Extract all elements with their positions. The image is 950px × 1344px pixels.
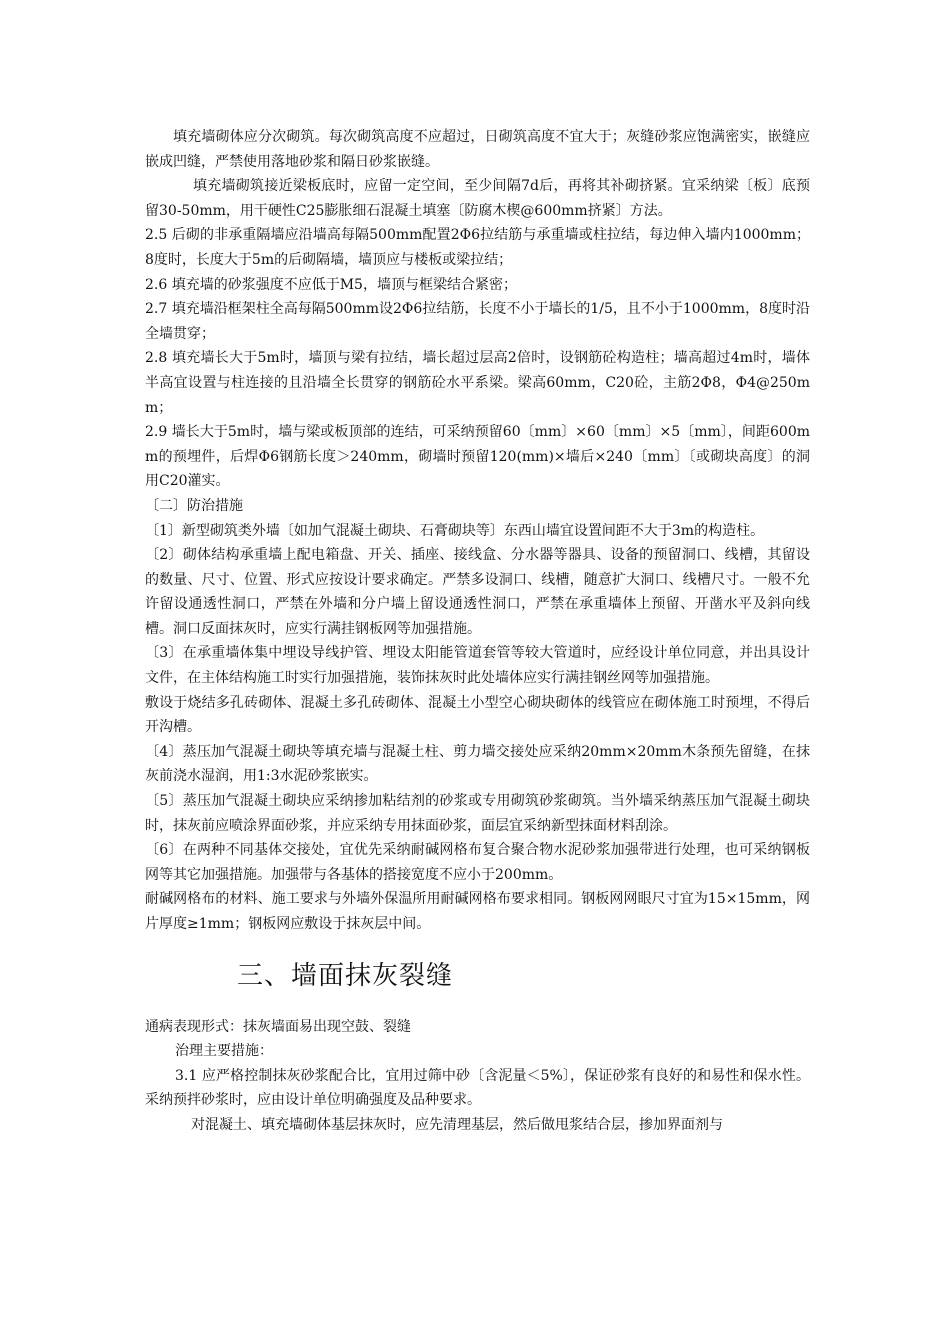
paragraph-measure-4: 〔4〕蒸压加气混凝土砌块等填充墙与混凝土柱、剪力墙交接处应采纳20mm×20mm木条预先留缝，在抹灰前浇水湿润，用1:3水泥砂浆嵌实。 (145, 743, 810, 785)
paragraph-measure-1: 〔1〕新型砌筑类外墙〔如加气混凝土砌块、石膏砌块等〕东西山墙宜设置间距不大于3m的构造柱。 (145, 522, 765, 539)
document-page (145, 125, 810, 1138)
paragraph-symptom: 通病表现形式：抹灰墙面易出现空鼓、裂缝 (145, 1018, 411, 1035)
paragraph-2-5: 2.5 后砌的非承重隔墙应沿墙高每隔500mm配置2Φ6拉结筋与承重墙或柱拉结，每边伸入墙内1000mm；8度时，长度大于5m的后砌隔墙，墙顶应与楼板或梁拉结； (145, 227, 810, 268)
paragraph-mesh: 耐碱网格布的材料、施工要求与外墙外保温所用耐碱网格布要求相同。钢板网网眼尺寸宜为15×15mm，网片厚度≥1mm；钢板网应敷设于抹灰层中间。 (145, 891, 810, 932)
paragraph-2-6: 2.6 填充墙的砂浆强度不应低于M5，墙顶与框梁结合紧密； (145, 276, 517, 293)
paragraph-3-1: 3.1 应严格控制抹灰砂浆配合比，宜用过筛中砂〔含泥量＜5%〕，保证砂浆有良好的和易性和保水性。采纳预拌砂浆时，应由设计单位明确强度及品种要求。 (145, 1067, 810, 1109)
paragraph-2-9: 2.9 墙长大于5m时，墙与梁或板顶部的连结，可采纳预留60〔mm〕×60〔mm〕×5〔mm〕，间距600mm的预埋件，后焊Φ6钢筋长度＞240mm，砌墙时预留120(mm)×墙后×240〔mm〕〔或砌块高度〕的洞用C20灌实。 (145, 424, 810, 490)
paragraph-measure-2: 〔2〕砌体结构承重墙上配电箱盘、开关、插座、接线盒、分水器等器具、设备的预留洞口、线槽，其留设的数量、尺寸、位置、形式应按设计要求确定。严禁多设洞口、线槽，随意扩大洞口、线槽尺寸。一般不允许留设通透性洞口，严禁在外墙和分户墙上留设通透性洞口，严禁在承重墙体上预留、开凿水平及斜向线槽。洞口反面抹灰时，应实行满挂钢板网等加强措施。 (145, 547, 810, 637)
paragraph-measure-5: 〔5〕蒸压加气混凝土砌块应采纳掺加粘结剂的砂浆或专用砌筑砂浆砌筑。当外墙采纳蒸压加气混凝土砌块时，抹灰前应喷涂界面砂浆，并应采纳专用抹面砂浆，面层宜采纳新型抹面材料刮涂。 (145, 793, 810, 834)
paragraph-2-7: 2.7 填充墙沿框架柱全高每隔500mm设2Φ6拉结筋，长度不小于墙长的1/5，且不小于1000mm，8度时沿全墙贯穿； (145, 301, 810, 342)
paragraph-substrate: 对混凝土、填充墙砌体基层抹灰时，应先清理基层，然后做甩浆结合层，掺加界面剂与 (191, 1116, 723, 1133)
section-heading: 三、墙面抹灰裂缝 (237, 960, 454, 991)
paragraph-measure-6: 〔6〕在两种不同基体交接处，宜优先采纳耐碱网格布复合聚合物水泥砂浆加强带进行处理，也可采纳钢板网等其它加强措施。加强带与各基体的搭接宽度不应小于200mm。 (145, 842, 810, 883)
paragraph-infill-masonry: 填充墙砌体应分次砌筑。每次砌筑高度不应超过，日砌筑高度不宜大于；灰缝砂浆应饱满密实，嵌缝应嵌成凹缝，严禁使用落地砂浆和隔日砂浆嵌缝。 (145, 129, 810, 170)
section-title-prevention: 〔二〕防治措施 (145, 497, 243, 514)
paragraph-conduit: 敷设于烧结多孔砖砌体、混凝土多孔砖砌体、混凝土小型空心砌块砌体的线管应在砌体施工时预埋，不得后开沟槽。 (145, 694, 810, 736)
paragraph-2-8: 2.8 填充墙长大于5m时，墙顶与梁有拉结，墙长超过层高2倍时，设钢筋砼构造柱；墙高超过4m时，墙体半高宜设置与柱连接的且沿墙全长贯穿的钢筋砼水平系梁。梁高60mm，C20砼，主筋2Φ8，Φ4@250mm； (145, 350, 810, 416)
paragraph-measures-title: 治理主要措施： (175, 1043, 273, 1060)
paragraph-beam-gap: 填充墙砌筑接近梁板底时，应留一定空间，至少间隔7d后，再将其补砌挤紧。宜采纳梁〔板〕底预留30-50mm，用干硬性C25膨胀细石混凝土填塞〔防腐木楔@600mm挤紧〕方法。 (145, 178, 810, 219)
paragraph-measure-3: 〔3〕在承重墙体集中埋设导线护管、埋设太阳能管道套管等较大管道时，应经设计单位同意，并出具设计文件，在主体结构施工时实行加强措施，装饰抹灰时此处墙体应实行满挂钢丝网等加强措施。 (145, 645, 810, 687)
